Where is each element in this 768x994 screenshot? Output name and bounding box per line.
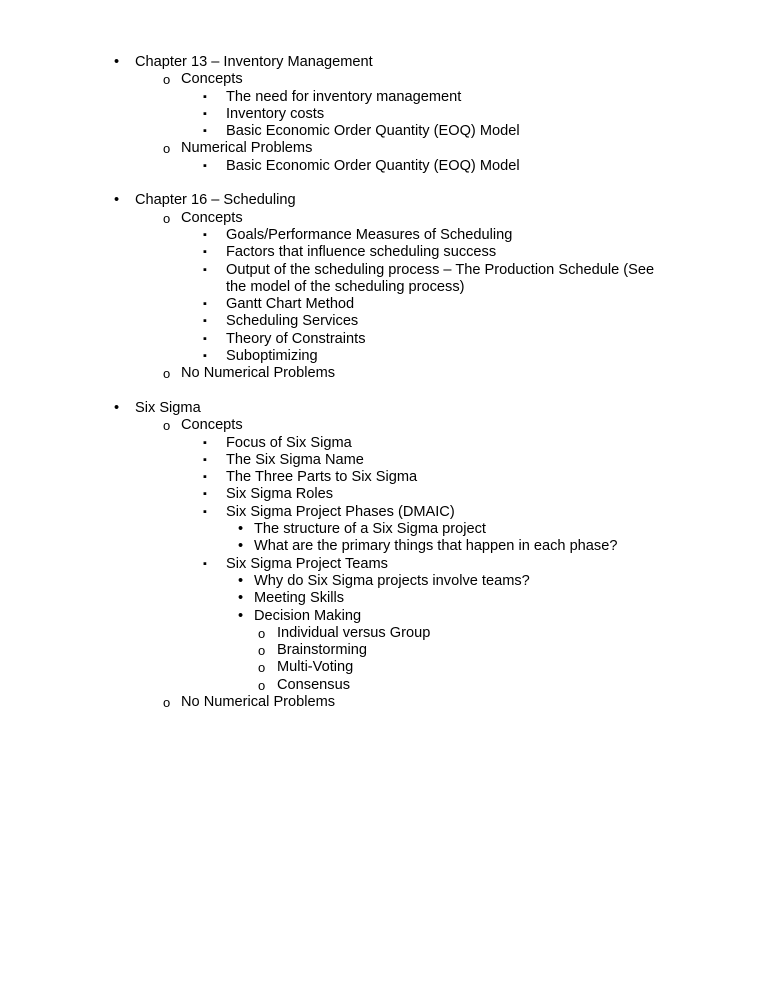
square-bullet-icon: ▪ (203, 332, 207, 345)
square-bullet-icon: ▪ (203, 246, 207, 259)
list-item (0, 71, 768, 88)
list-item-text: Six Sigma Roles (226, 486, 334, 503)
list-item (0, 625, 768, 642)
list-item (0, 331, 768, 348)
list-item (0, 642, 768, 659)
list-item-text: Gantt Chart Method (226, 296, 355, 313)
list-item-text: Focus of Six Sigma (226, 434, 352, 451)
list-item-text: Output of the scheduling process – The Production Schedule (See the model of the scheduling process) (226, 261, 655, 295)
list-item (0, 140, 768, 157)
list-item (0, 556, 768, 573)
list-item-text: Brainstorming (277, 642, 368, 659)
disc-bullet-icon: • (238, 572, 244, 589)
list-item (0, 417, 768, 434)
disc-bullet-icon: • (114, 399, 120, 416)
list-item (0, 262, 768, 297)
list-item-text: Chapter 13 – Inventory Management (135, 54, 373, 70)
list-item (0, 538, 768, 555)
list-item (0, 659, 768, 676)
list-item (0, 452, 768, 469)
list-item (0, 54, 768, 71)
outline-section (0, 400, 768, 711)
list-item (0, 677, 768, 694)
list-item-text: Meeting Skills (254, 590, 345, 607)
list-item-text: Chapter 16 – Scheduling (135, 192, 296, 209)
circle-bullet-icon: o (258, 643, 266, 659)
circle-bullet-icon: o (163, 366, 171, 382)
outline-section (0, 54, 768, 175)
list-item (0, 89, 768, 106)
disc-bullet-icon: • (238, 521, 244, 538)
circle-bullet-icon: o (258, 660, 266, 676)
square-bullet-icon: ▪ (203, 263, 207, 276)
square-bullet-icon: ▪ (203, 298, 207, 311)
square-bullet-icon: ▪ (203, 488, 207, 501)
disc-bullet-icon: • (114, 192, 120, 209)
disc-bullet-icon: • (238, 590, 244, 607)
list-item (0, 469, 768, 486)
circle-bullet-icon: o (163, 72, 171, 88)
list-item-text: The need for inventory management (226, 88, 462, 105)
list-item-text: The Six Sigma Name (226, 451, 364, 468)
list-item (0, 313, 768, 330)
list-item (0, 435, 768, 452)
list-item-text: Goals/Performance Measures of Scheduling (226, 226, 513, 243)
disc-bullet-icon: • (238, 538, 244, 555)
list-item-text: Six Sigma Project Phases (DMAIC) (226, 503, 455, 520)
list-item-text: Why do Six Sigma projects involve teams? (254, 572, 530, 589)
list-item (0, 486, 768, 503)
list-item (0, 400, 768, 417)
circle-bullet-icon: o (258, 677, 266, 693)
list-item (0, 244, 768, 261)
list-item-text: Concepts (181, 417, 243, 434)
list-item (0, 694, 768, 711)
list-item-text: Scheduling Services (226, 313, 359, 330)
list-item-text: No Numerical Problems (181, 365, 336, 382)
disc-bullet-icon: • (114, 54, 120, 70)
square-bullet-icon: ▪ (203, 436, 207, 449)
list-item (0, 227, 768, 244)
outline-section (0, 192, 768, 382)
circle-bullet-icon: o (163, 694, 171, 710)
list-item-text: Multi-Voting (277, 659, 354, 676)
list-item-text: What are the primary things that happen in each phase? (254, 538, 618, 555)
list-item (0, 158, 768, 175)
circle-bullet-icon: o (258, 625, 266, 641)
document-outline (0, 54, 768, 729)
list-item-text: Inventory costs (226, 105, 325, 122)
list-item-text: Decision Making (254, 607, 362, 624)
square-bullet-icon: ▪ (203, 159, 207, 172)
list-item (0, 573, 768, 590)
list-item-text: Suboptimizing (226, 348, 318, 365)
circle-bullet-icon: o (163, 141, 171, 157)
list-item-text: The Three Parts to Six Sigma (226, 469, 418, 486)
list-item (0, 296, 768, 313)
list-item-text: Six Sigma (135, 399, 201, 416)
list-item-text: Theory of Constraints (226, 330, 366, 347)
list-item (0, 365, 768, 382)
square-bullet-icon: ▪ (203, 228, 207, 241)
square-bullet-icon: ▪ (203, 125, 207, 138)
square-bullet-icon: ▪ (203, 90, 207, 103)
list-item (0, 608, 768, 625)
square-bullet-icon: ▪ (203, 557, 207, 570)
list-item (0, 192, 768, 209)
list-item-text: Factors that influence scheduling success (226, 244, 497, 261)
square-bullet-icon: ▪ (203, 505, 207, 518)
list-item-text: Basic Economic Order Quantity (EOQ) Model (226, 157, 520, 174)
square-bullet-icon: ▪ (203, 453, 207, 466)
list-item-text: Basic Economic Order Quantity (EOQ) Model (226, 123, 520, 140)
square-bullet-icon: ▪ (203, 107, 207, 120)
circle-bullet-icon: o (163, 418, 171, 434)
square-bullet-icon: ▪ (203, 350, 207, 363)
list-item-text: Individual versus Group (277, 624, 431, 641)
list-item (0, 123, 768, 140)
list-item-text: The structure of a Six Sigma project (254, 521, 486, 538)
square-bullet-icon: ▪ (203, 471, 207, 484)
list-item (0, 106, 768, 123)
list-item (0, 504, 768, 521)
disc-bullet-icon: • (238, 607, 244, 624)
square-bullet-icon: ▪ (203, 315, 207, 328)
list-item-text: Consensus (277, 676, 351, 693)
list-item-text: Concepts (181, 71, 243, 88)
list-item-text: Numerical Problems (181, 140, 313, 157)
list-item-text: Concepts (181, 209, 243, 226)
circle-bullet-icon: o (163, 210, 171, 226)
list-item-text: Six Sigma Project Teams (226, 555, 388, 572)
list-item (0, 521, 768, 538)
list-item (0, 348, 768, 365)
list-item-text: No Numerical Problems (181, 693, 336, 710)
list-item (0, 590, 768, 607)
list-item (0, 210, 768, 227)
